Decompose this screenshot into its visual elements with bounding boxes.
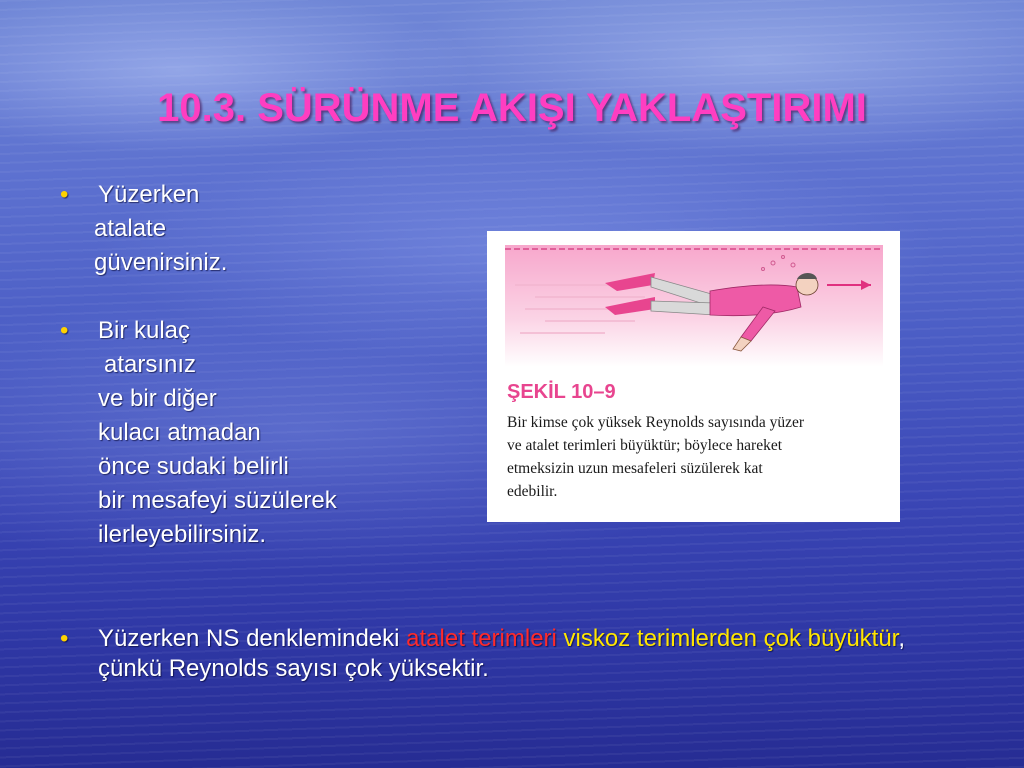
figure-caption-title: ŞEKİL 10–9 — [507, 381, 616, 403]
slide-title: 10.3. SÜRÜNME AKIŞI YAKLAŞTIRIMI — [157, 86, 867, 130]
bullet-1-line-2: atalate — [94, 215, 167, 242]
bottom-bullet-block — [60, 624, 960, 684]
swimmer-illustration — [505, 245, 883, 367]
bullet-2-line-1: Bir kulaç — [98, 317, 191, 344]
bottom-bullet-text-1: Yüzerken NS denklemindeki — [98, 625, 407, 652]
bullet-2-line-6: bir mesafeyi süzülerek — [98, 487, 337, 514]
figure-caption-text — [507, 411, 887, 503]
figure-caption-line-4: edebilir. — [507, 483, 558, 500]
bullet-dot-icon: • — [60, 625, 69, 652]
figure-caption-line-1: Bir kimse çok yüksek Reynolds sayısında yüzer — [507, 414, 805, 431]
bullet-item-2 — [60, 314, 337, 552]
bullet-dot-icon: • — [60, 317, 69, 344]
bottom-bullet-text-2: , çünkü Reynolds sayısı çok yüksektir. — [98, 625, 906, 682]
bullet-block-1 — [60, 178, 227, 280]
bottom-bullet-highlight-red: atalet terimleri — [406, 625, 557, 652]
bullet-2-line-3: ve bir diğer — [98, 385, 217, 412]
bullet-item-1 — [60, 178, 227, 280]
figure-caption-line-2: ve atalet terimleri büyüktür; böylece hareket — [507, 437, 783, 454]
bullet-block-2 — [60, 314, 337, 552]
bottom-bullet-space — [557, 625, 564, 652]
swimmer-figure — [487, 231, 900, 522]
bullet-2-line-2: atarsınız — [104, 351, 197, 378]
bottom-bullet-item — [60, 624, 960, 684]
bullet-2-line-7: ilerleyebilirsiniz. — [98, 521, 267, 548]
bullet-2-line-4: kulacı atmadan — [98, 419, 261, 446]
bullet-2-line-5: önce sudaki belirli — [98, 453, 289, 480]
bullet-dot-icon: • — [60, 181, 69, 208]
bullet-1-line-3: güvenirsiniz. — [94, 249, 228, 276]
bottom-bullet-highlight-yellow: viskoz terimlerden çok büyüktür — [563, 625, 899, 652]
figure-caption-line-3: etmeksizin uzun mesafeleri süzülerek kat — [507, 460, 763, 477]
bullet-1-line-1: Yüzerken — [98, 181, 200, 208]
